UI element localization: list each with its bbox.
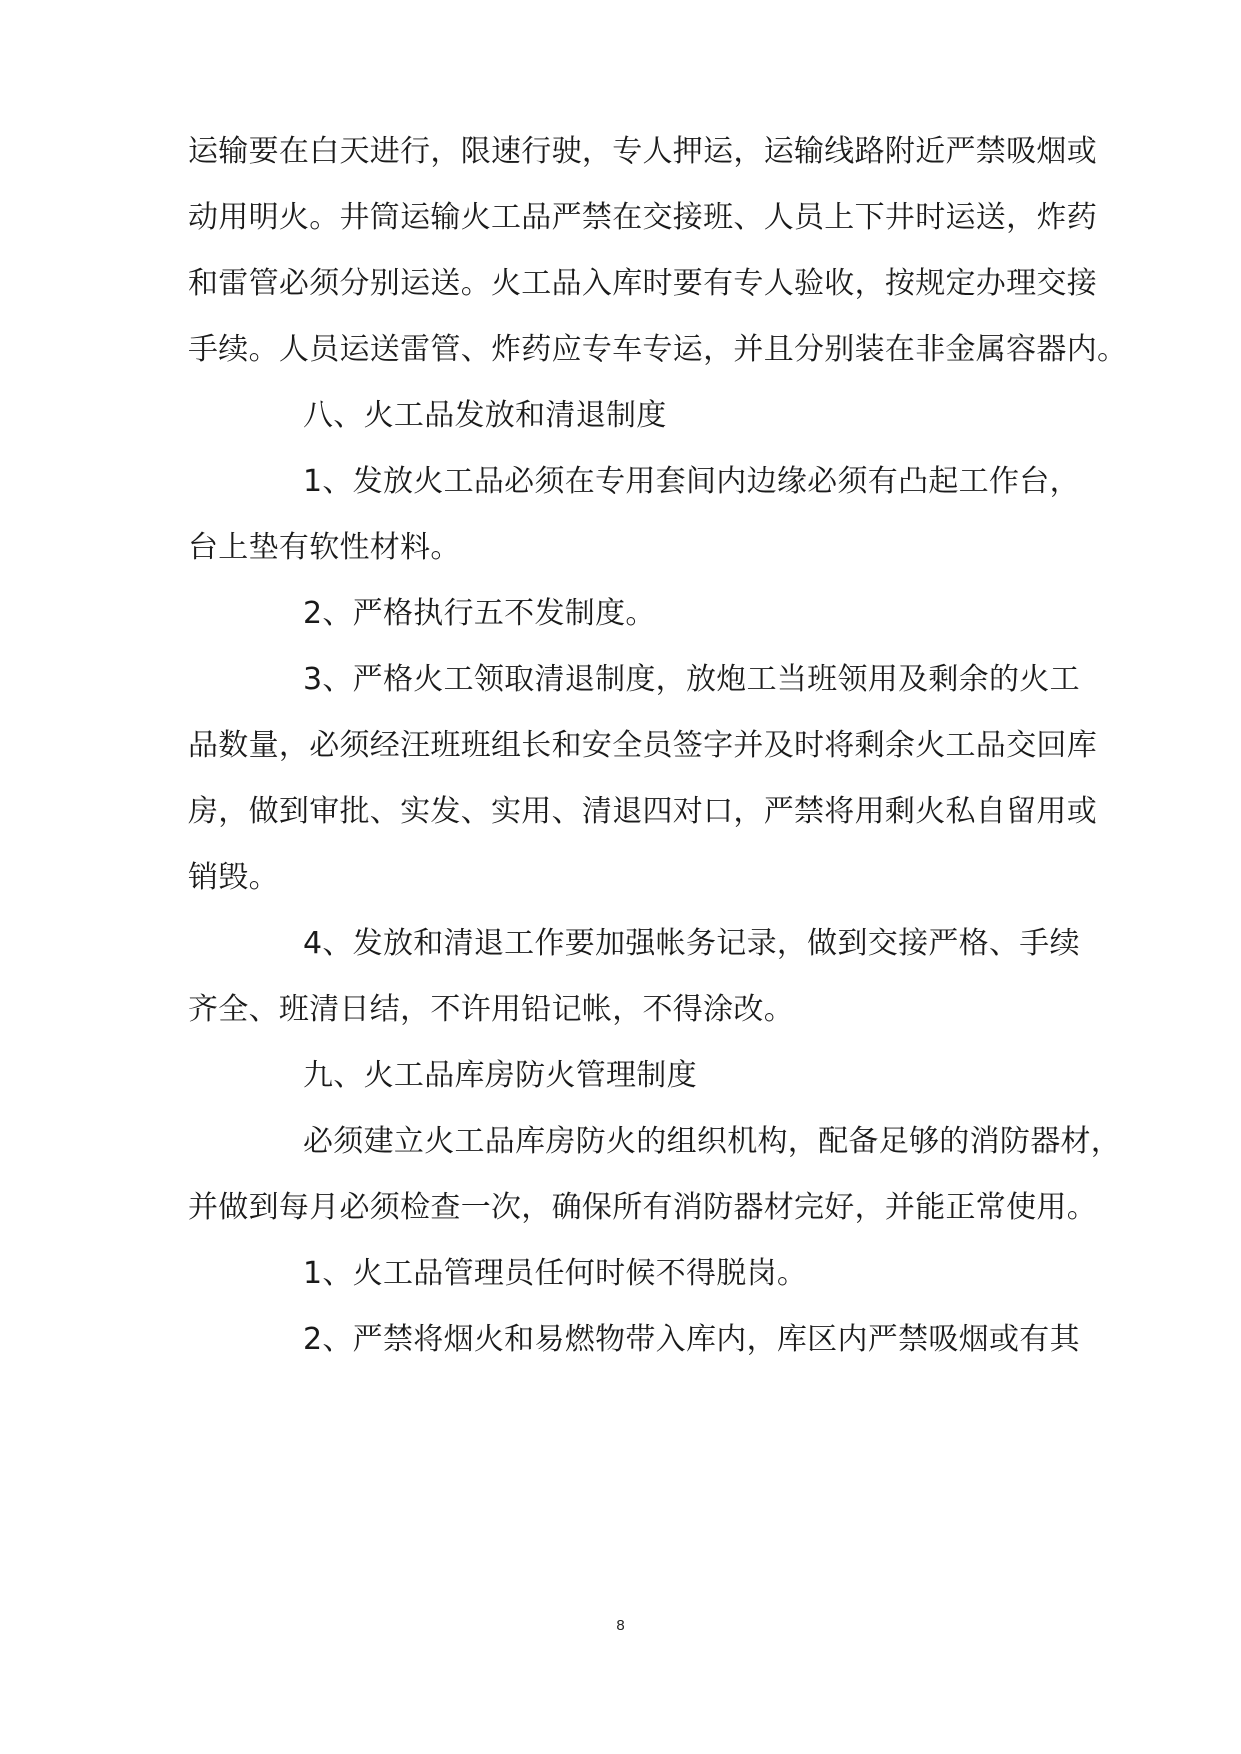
section-heading: 八、火工品发放和清退制度 — [303, 398, 667, 433]
body-text-line: 运输要在白天进行，限速行驶，专人押运，运输线路附近严禁吸烟或 — [188, 134, 1097, 169]
section-heading: 九、火工品库房防火管理制度 — [303, 1058, 697, 1093]
body-text-line: 必须建立火工品库房防火的组织机构，配备足够的消防器材， — [303, 1124, 1122, 1159]
body-text-line: 2、严禁将烟火和易燃物带入库内，库区内严禁吸烟或有其 — [303, 1322, 1080, 1357]
body-text-line: 动用明火。井筒运输火工品严禁在交接班、人员上下井时运送，炸药 — [188, 200, 1097, 235]
body-text-line: 2、严格执行五不发制度。 — [303, 596, 656, 631]
body-text-line: 台上垫有软性材料。 — [188, 530, 461, 565]
body-text-line: 3、严格火工领取清退制度，放炮工当班领用及剩余的火工 — [303, 662, 1080, 697]
body-text-line: 1、火工品管理员任何时候不得脱岗。 — [303, 1256, 808, 1291]
body-text-line: 1、发放火工品必须在专用套间内边缘必须有凸起工作台， — [303, 464, 1080, 499]
body-text-line: 和雷管必须分别运送。火工品入库时要有专人验收，按规定办理交接 — [188, 266, 1097, 301]
body-text-line: 销毁。 — [188, 860, 279, 895]
body-text-line: 齐全、班清日结，不许用铅记帐，不得涂改。 — [188, 992, 794, 1027]
page-number: 8 — [616, 1617, 625, 1634]
body-text-line: 并做到每月必须检查一次，确保所有消防器材完好，并能正常使用。 — [188, 1190, 1097, 1225]
body-text-line: 品数量，必须经汪班班组长和安全员签字并及时将剩余火工品交回库 — [188, 728, 1097, 763]
body-text-line: 房，做到审批、实发、实用、清退四对口，严禁将用剩火私自留用或 — [188, 794, 1097, 829]
body-text-line: 手续。人员运送雷管、炸药应专车专运，并且分别装在非金属容器内。 — [188, 332, 1128, 367]
body-text-line: 4、发放和清退工作要加强帐务记录，做到交接严格、手续 — [303, 926, 1080, 961]
